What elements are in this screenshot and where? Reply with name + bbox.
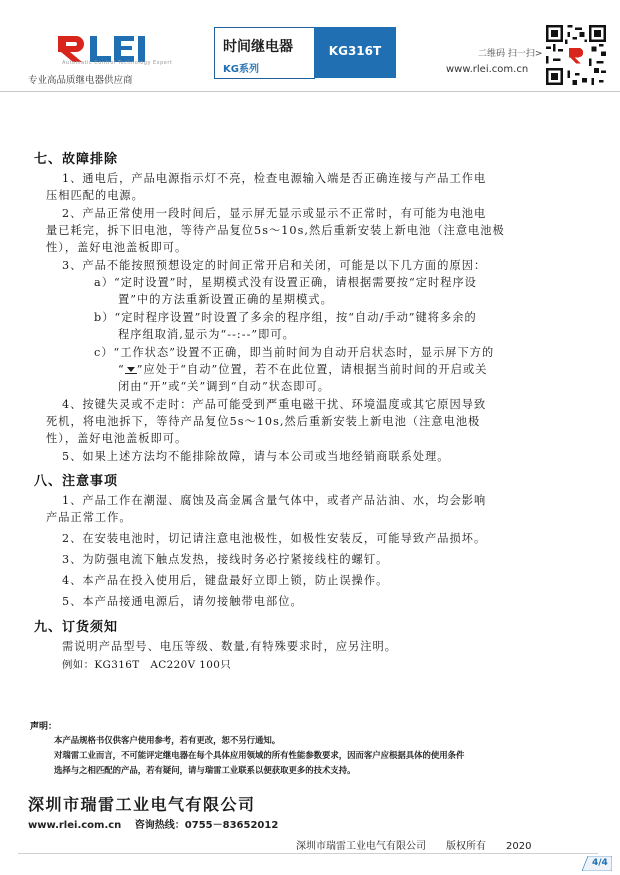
series-label: KG系列 <box>223 64 259 75</box>
paragraph: 置”中的方法重新设置正确的星期模式。 <box>118 293 333 306</box>
paragraph: 需说明产品型号、电压等级、数量,有特殊要求时，应另注明。 <box>62 640 398 653</box>
paragraph: 程序组取消,显示为“--:--”即可。 <box>118 328 295 341</box>
footer-contact: www.rlei.com.cn 咨询热线：0755－83652012 <box>28 820 279 831</box>
declaration-line: 选择与之相匹配的产品，若有疑问，请与瑞雷工业联系以便获取更多的技术支持。 <box>54 765 356 775</box>
dropdown-triangle-icon <box>125 366 137 374</box>
website-link[interactable]: www.rlei.com.cn <box>446 64 529 75</box>
section-9-heading: 九、订货须知 <box>34 620 119 635</box>
product-title-box <box>214 27 315 79</box>
header-divider <box>0 91 620 92</box>
paragraph: 5、本产品接通电源后，请勿接触带电部位。 <box>62 595 303 608</box>
paragraph: 3、为防强电流下触点发热，接线时务必拧紧接线柱的螺钉。 <box>62 553 389 566</box>
section-7-heading: 七、故障排除 <box>34 152 119 167</box>
paragraph: 产品正常工作。 <box>46 511 132 524</box>
paragraph: 2、产品正常使用一段时间后，显示屏无显示或显示不正常时，有可能为电池电 <box>62 207 487 220</box>
paragraph: 2、在安装电池时，切记请注意电池极性，如极性安装反，可能导致产品损坏。 <box>62 532 487 545</box>
quote-open: “ <box>118 363 125 376</box>
product-title: 时间继电器 <box>223 39 293 55</box>
paragraph: 量已耗完，拆下旧电池，等待产品复位5s～10s,然后重新安装上新电池（注意电池极 <box>46 224 505 237</box>
footer-divider <box>18 853 598 854</box>
declaration-line: 本产品规格书仅供客户使用参考，若有更改，恕不另行通知。 <box>54 735 281 745</box>
footer-company-name: 深圳市瑞雷工业电气有限公司 <box>28 795 256 814</box>
paragraph: 性），盖好电池盖板即可。 <box>46 241 188 254</box>
declaration-line: 对瑞雷工业而言，不可能评定继电器在每个具体应用领域的所有性能参数要求，因而客户应根据具体的使用条件 <box>54 750 465 760</box>
declaration-title: 声明： <box>30 722 58 732</box>
section-8-heading: 八、注意事项 <box>34 474 119 489</box>
paragraph: 闭由“开”或“关”调到“自动”状态即可。 <box>118 380 330 393</box>
page-number: 4/4 <box>592 858 608 868</box>
paragraph: 3、产品不能按照预想设定的时间正常开启和关闭，可能是以下几方面的原因： <box>62 259 487 272</box>
paragraph: 压相匹配的电源。 <box>46 189 144 202</box>
paragraph: 1、产品工作在潮湿、腐蚀及高金属含量气体中，或者产品沾油、水，均会影响 <box>62 494 487 507</box>
rlei-logo <box>52 30 152 64</box>
order-example: 例如：KG316T AC220V 100只 <box>62 659 232 671</box>
model-number: KG316T <box>328 44 382 58</box>
paragraph-text: ”应处于“自动”位置，若不在此位置，请根据当前时间的开启或关 <box>136 363 488 376</box>
paragraph: a）“定时设置”时，星期模式没有设置正确，请根据需要按“定时程序设 <box>94 276 477 289</box>
paragraph: 1、通电后，产品电源指示灯不亮，检查电源输入端是否正确连接与产品工作电 <box>62 172 487 185</box>
paragraph: 性），盖好电池盖板即可。 <box>46 432 188 445</box>
paragraph: 4、按键失灵或不走时：产品可能受到严重电磁干扰、环境温度或其它原因导致 <box>62 398 487 411</box>
qr-label: 二维码 扫一扫> <box>478 49 543 59</box>
footer-copyright: 深圳市瑞雷工业电气有限公司 版权所有 2020 <box>296 841 532 852</box>
company-tagline: 专业高品质继电器供应商 <box>28 75 133 86</box>
paragraph: 死机，将电池拆下，等待产品复位5s～10s,然后重新安装上新电池（注意电池极 <box>46 415 481 428</box>
model-badge <box>314 27 396 78</box>
paragraph: b）“定时程序设置”时设置了多余的程序组，按“自动/手动”键将多余的 <box>94 311 477 324</box>
paragraph: 5、如果上述方法均不能排除故障，请与本公司或当地经销商联系处理。 <box>62 450 450 463</box>
paragraph: 4、本产品在投入使用后，键盘最好立即上锁，防止误操作。 <box>62 574 389 587</box>
qr-code-icon[interactable] <box>546 25 606 85</box>
page-header <box>0 0 620 100</box>
logo-tagline: Automatic Control Technology Expert <box>62 60 173 66</box>
paragraph <box>118 361 488 377</box>
paragraph: c）“工作状态”设置不正确，即当前时间为自动开启状态时，显示屏下方的 <box>94 346 495 359</box>
